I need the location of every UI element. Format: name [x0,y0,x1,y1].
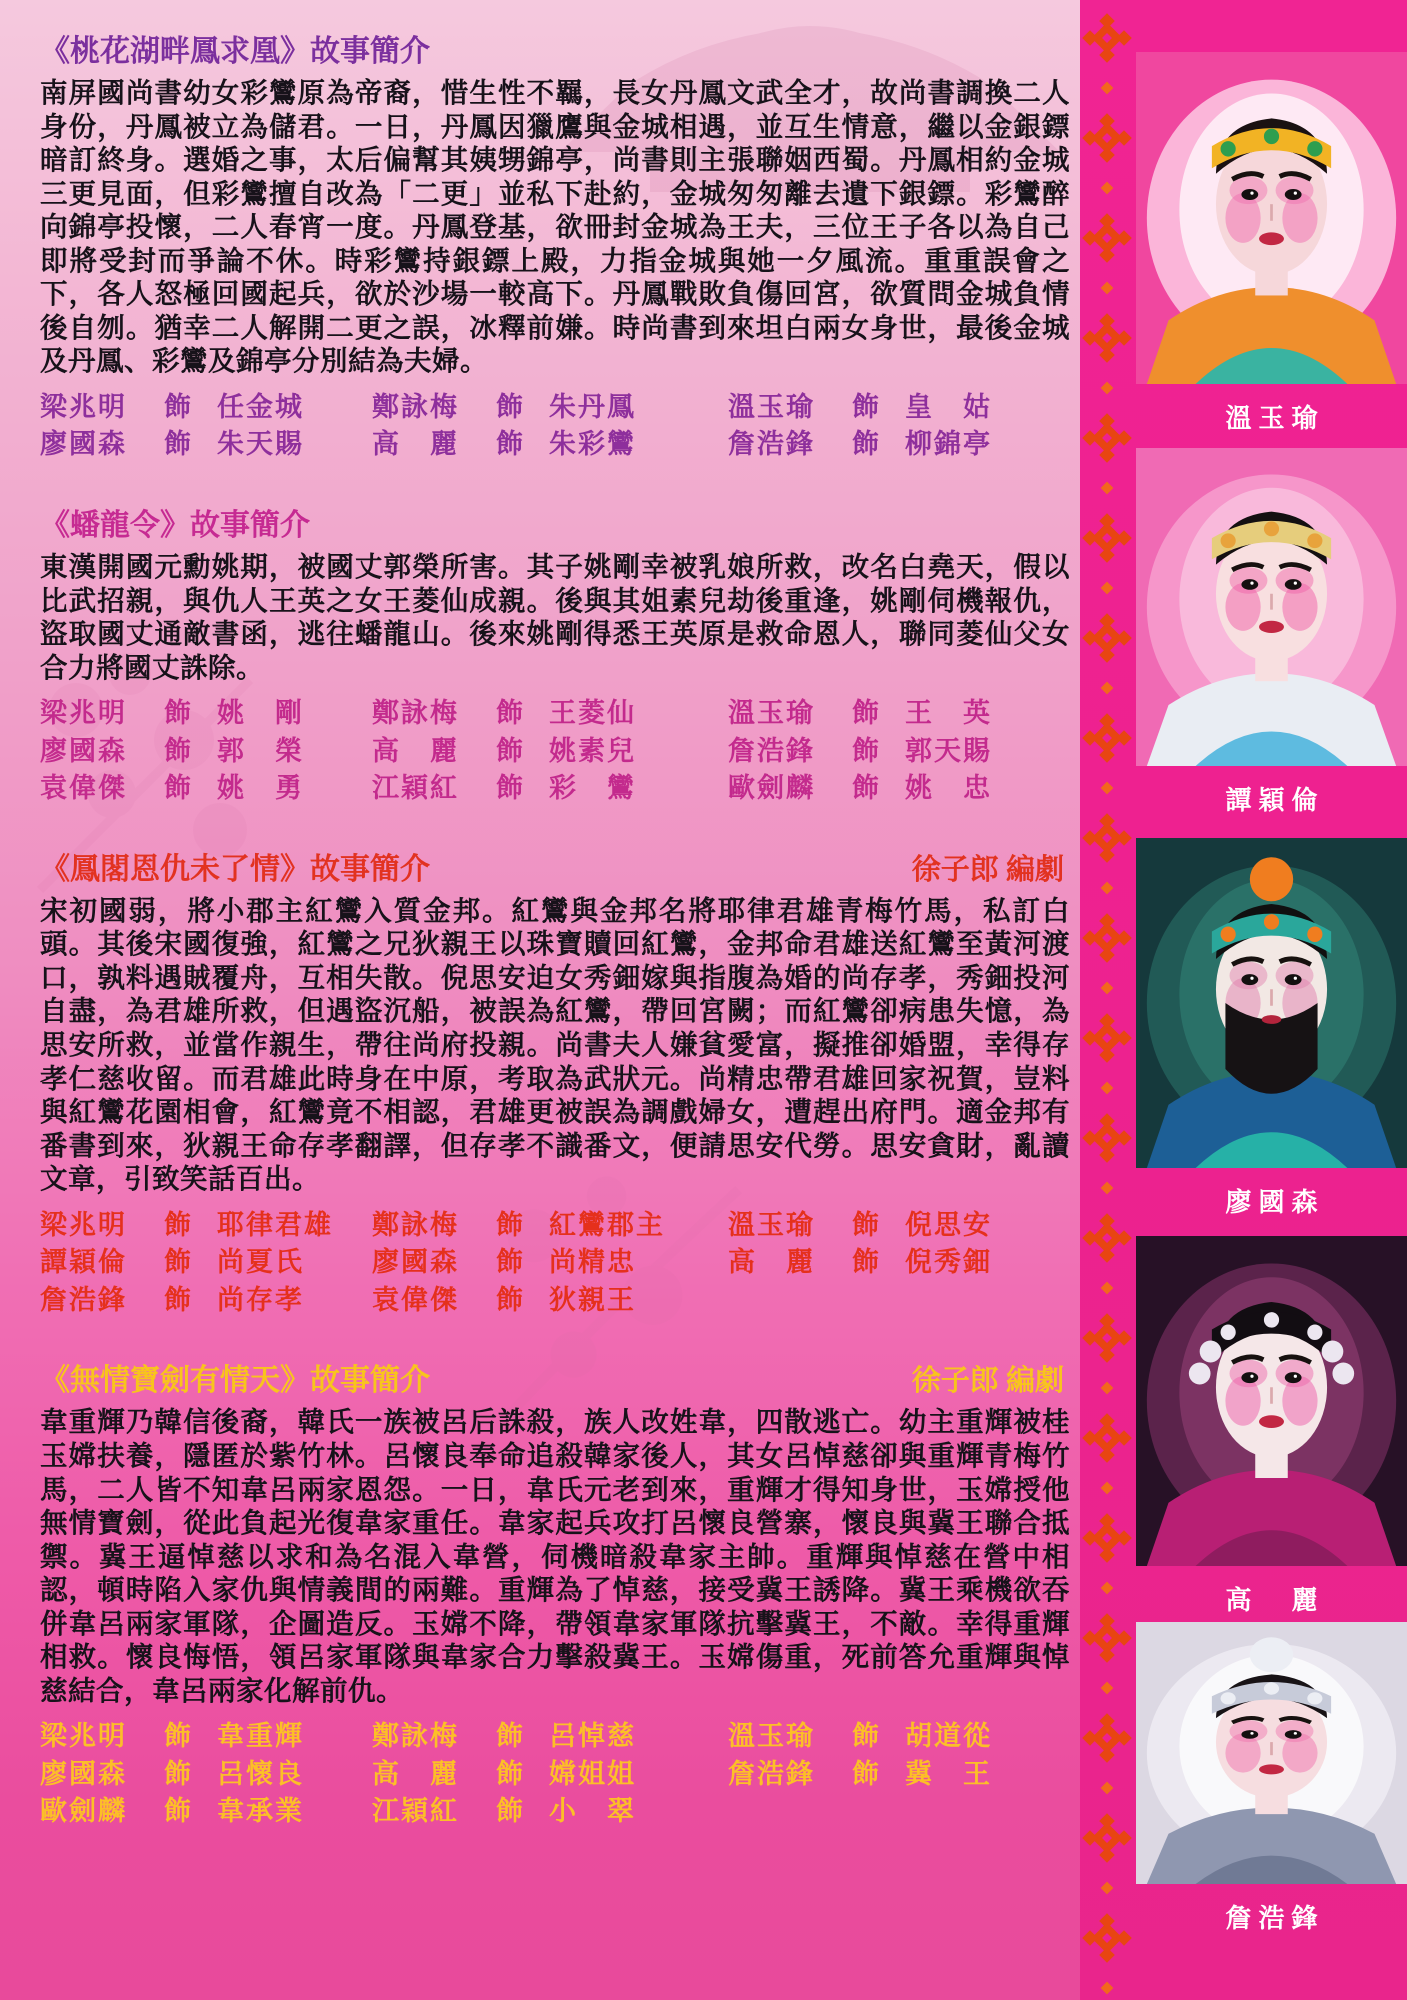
cast-row [40,1208,1070,1243]
performer-card [1136,1622,1407,1935]
plays-verb: 飾 [496,1209,523,1240]
cast-entry [728,1719,1070,1754]
role-name: 王 英 [905,698,992,729]
performer-photo [1136,838,1407,1168]
role-name: 朱彩鸞 [549,429,636,460]
section-taohua [40,34,1070,462]
plays-verb: 飾 [164,773,191,804]
cast-entry [40,1245,372,1280]
synopsis-text: 韋重輝乃韓信後裔，韓氏一族被呂后誅殺，族人改姓韋，四散逃亡。幼主重輝被桂玉嫦扶養，隱匿於紫竹林。呂懷良奉命追殺韓家後人，其女呂悼慈卻與重輝青梅竹馬，二人皆不知韋呂兩家恩怨。一日，韋氏元老到來，重輝才得知身世，玉嫦授他無情寶劍，從此負起光復韋家重任。韋家起兵攻打呂懷良營寨，懷良與冀王聯合抵禦。冀王逼悼慈以求和為名混入韋營，伺機暗殺韋家主帥。重輝與悼慈在營中相認，頓時陷入家仇與情義間的兩難。重輝為了悼慈，接受冀王誘降。冀王乘機欲吞併韋呂兩家軍隊，企圖造反。玉嫦不降，帶領韋家軍隊抗擊冀王，不敵。幸得重輝相救。懷良悔悟，領呂家軍隊與韋家合力擊殺冀王。玉嫦傷重，死前答允重輝與悼慈結合，韋呂兩家化解前仇。 [40,1406,1070,1706]
cast-entry [372,1757,728,1792]
actor-name: 袁偉傑 [372,1284,459,1315]
section-title: 《鳳閣恩仇未了情》故事簡介 [40,852,430,886]
plays-verb: 飾 [852,773,879,804]
plays-verb: 飾 [164,391,191,422]
cast-entry [372,427,728,462]
section-title: 《蟠龍令》故事簡介 [40,509,310,543]
role-name: 彩 鸞 [549,773,636,804]
performer-name: 詹浩鋒 [1225,1903,1325,1933]
cast-row [40,1794,1070,1829]
performer-sidebar [1080,0,1407,2000]
cast-entry [40,390,372,425]
cast-entry [372,696,728,731]
plays-verb: 飾 [496,1247,523,1278]
role-name: 王菱仙 [549,698,636,729]
cast-entry [40,696,372,731]
actor-name: 歐劍麟 [728,773,815,804]
role-name: 呂懷良 [217,1758,304,1789]
section-header [40,852,1070,888]
actor-name: 詹浩鋒 [728,429,815,460]
plays-verb: 飾 [852,391,879,422]
role-name: 姚 忠 [905,773,992,804]
cast-entry [40,427,372,462]
cast-entry [40,1794,372,1829]
cast-list [40,390,1070,462]
role-name: 倪秀鈿 [905,1247,992,1278]
role-name: 姚 勇 [217,773,304,804]
cast-row [40,1719,1070,1754]
cast-entry [728,427,1070,462]
cast-entry [40,771,372,806]
section-panlong [40,508,1070,806]
actor-name: 梁兆明 [40,1721,127,1752]
cast-list [40,1208,1070,1318]
cast-entry [40,734,372,769]
section-fengge [40,852,1070,1318]
plays-verb: 飾 [496,1758,523,1789]
performer-card [1136,448,1407,817]
plays-verb: 飾 [164,1721,191,1752]
plays-verb: 飾 [852,429,879,460]
role-name: 任金城 [217,391,304,422]
synopsis-text: 東漢開國元勳姚期，被國丈郭榮所害。其子姚剛幸被乳娘所救，改名白堯天，假以比武招親，與仇人王英之女王菱仙成親。後與其姐素兒劫後重逢，姚剛伺機報仇，盜取國丈通敵書函，逃往蟠龍山。後來姚剛得悉王英原是救命恩人，聯同菱仙父女合力將國丈誅除。 [40,551,1070,683]
plays-verb: 飾 [852,1721,879,1752]
role-name: 尚存孝 [217,1284,304,1315]
plays-verb: 飾 [164,1796,191,1827]
cast-entry [372,1283,728,1318]
cast-entry [728,1245,1070,1280]
cast-entry [372,390,728,425]
performer-card [1136,1236,1407,1617]
role-name: 尚精忠 [549,1247,636,1278]
actor-name: 溫玉瑜 [728,1721,815,1752]
actor-name: 江穎紅 [372,773,459,804]
performer-photo [1136,1236,1407,1566]
actor-name: 廖國森 [40,735,127,766]
plays-verb: 飾 [496,391,523,422]
actor-name: 鄭詠梅 [372,698,459,729]
playwright-credit: 徐子郎 編劇 [911,1365,1064,1398]
role-name: 朱丹鳳 [549,391,636,422]
role-name: 呂悼慈 [549,1721,636,1752]
plays-verb: 飾 [164,698,191,729]
section-header [40,1363,1070,1399]
cast-list [40,1719,1070,1829]
cast-entry [372,1208,728,1243]
performer-card [1136,838,1407,1219]
performer-photo [1136,448,1407,766]
cast-row [40,427,1070,462]
actor-name: 梁兆明 [40,391,127,422]
plays-verb: 飾 [164,1209,191,1240]
cast-entry [728,696,1070,731]
role-name: 耶律君雄 [217,1209,333,1240]
actor-name: 高 麗 [372,1758,459,1789]
cast-entry [372,771,728,806]
cast-row [40,1757,1070,1792]
plays-verb: 飾 [852,1758,879,1789]
cast-entry [40,1283,372,1318]
plays-verb: 飾 [164,429,191,460]
plays-verb: 飾 [852,1247,879,1278]
actor-name: 廖國森 [40,1758,127,1789]
section-header [40,508,1070,544]
plays-verb: 飾 [164,1758,191,1789]
role-name: 尚夏氏 [217,1247,304,1278]
cast-entry [372,1794,728,1829]
role-name: 小 翠 [549,1796,636,1827]
role-name: 狄親王 [549,1284,636,1315]
cast-entry [728,771,1070,806]
actor-name: 江穎紅 [372,1796,459,1827]
role-name: 韋承業 [217,1796,304,1827]
actor-name: 鄭詠梅 [372,1721,459,1752]
performer-name: 高 麗 [1225,1585,1325,1615]
actor-name: 鄭詠梅 [372,1209,459,1240]
actor-name: 譚穎倫 [40,1247,127,1278]
plays-verb: 飾 [164,1284,191,1315]
role-name: 嫦姐姐 [549,1758,636,1789]
role-name: 姚素兒 [549,735,636,766]
plays-verb: 飾 [496,773,523,804]
cast-entry [372,1245,728,1280]
cast-row [40,1283,1070,1318]
performer-name: 譚穎倫 [1225,785,1325,815]
cast-entry [728,734,1070,769]
role-name: 紅鸞郡主 [549,1209,665,1240]
actor-name: 袁偉傑 [40,773,127,804]
performer-card [1136,52,1407,435]
synopsis-text: 南屏國尚書幼女彩鸞原為帝裔，惜生性不羈，長女丹鳳文武全才，故尚書調換二人身份，丹鳳被立為儲君。一日，丹鳳因獵鷹與金城相遇，並互生情意，繼以金銀鏢暗訂終身。選婚之事，太后偏幫其姨甥錦亭，尚書則主張聯姻西蜀。丹鳳相約金城三更見面，但彩鸞擅自改為「二更」並私下赴約，金城匆匆離去遺下銀鏢。彩鸞醉向錦亭投懷，二人春宵一度。丹鳳登基，欲冊封金城為王夫，三位王子各以為自己即將受封而爭論不休。時彩鸞持銀鏢上殿，力指金城與她一夕風流。重重誤會之下，各人怒極回國起兵，欲於沙場一較高下。丹鳳戰敗負傷回宮，欲質問金城負情後自刎。猶幸二人解開二更之誤，冰釋前嫌。時尚書到來坦白兩女身世，最後金城及丹鳳、彩鸞及錦亭分別結為夫婦。 [40,77,1070,377]
role-name: 胡道從 [905,1721,992,1752]
synopsis-text: 宋初國弱，將小郡主紅鸞入質金邦。紅鸞與金邦名將耶律君雄青梅竹馬，私訂白頭。其後宋國復強，紅鸞之兄狄親王以珠寶贖回紅鸞，金邦命君雄送紅鸞至黃河渡口，孰料遇賊覆舟，互相失散。倪思安迫女秀鈿嫁與指腹為婚的尚存孝，秀鈿投河自盡，為君雄所救，但遇盜沉船，被誤為紅鸞，帶回宮闕；而紅鸞卻病患失憶，為思安所救，並當作親生，帶往尚府投親。尚書夫人嫌貧愛富，擬推卻婚盟，幸得存孝仁慈收留。而君雄此時身在中原，考取為武狀元。尚精忠帶君雄回家祝賀，豈料與紅鸞花園相會，紅鸞竟不相認，君雄更被誤為調戲婦女，遭趕出府門。適金邦有番書到來，狄親王命存孝翻譯，但存孝不識番文，便請思安代勞。思安貪財，亂讀文章，引致笑話百出。 [40,894,1070,1195]
role-name: 朱天賜 [217,429,304,460]
cast-entry [40,1719,372,1754]
cast-entry [728,390,1070,425]
actor-name: 溫玉瑜 [728,1209,815,1240]
plays-verb: 飾 [496,429,523,460]
role-name: 皇 姑 [905,391,992,422]
performer-photo [1136,1622,1407,1884]
plays-verb: 飾 [496,735,523,766]
cast-row [40,734,1070,769]
cast-entry [40,1757,372,1792]
actor-name: 廖國森 [40,429,127,460]
plays-verb: 飾 [164,1247,191,1278]
role-name: 郭天賜 [905,735,992,766]
role-name: 韋重輝 [217,1721,304,1752]
performer-photo [1136,52,1407,384]
actor-name: 高 麗 [372,429,459,460]
plays-verb: 飾 [852,1209,879,1240]
plays-verb: 飾 [852,735,879,766]
plays-verb: 飾 [164,735,191,766]
role-name: 柳錦亭 [905,429,992,460]
cast-row [40,1245,1070,1280]
plays-verb: 飾 [496,1796,523,1827]
role-name: 姚 剛 [217,698,304,729]
plays-verb: 飾 [496,1721,523,1752]
performer-name: 溫玉瑜 [1225,403,1325,433]
plays-verb: 飾 [496,1284,523,1315]
cast-entry [40,1208,372,1243]
section-title: 《無情寶劍有情天》故事簡介 [40,1364,430,1398]
actor-name: 詹浩鋒 [40,1284,127,1315]
actor-name: 溫玉瑜 [728,698,815,729]
actor-name: 高 麗 [728,1247,815,1278]
cast-list [40,696,1070,806]
cast-entry [372,734,728,769]
role-name: 倪思安 [905,1209,992,1240]
actor-name: 歐劍麟 [40,1796,127,1827]
brocade-pattern [1080,0,1134,2000]
actor-name: 高 麗 [372,735,459,766]
plays-verb: 飾 [496,698,523,729]
actor-name: 詹浩鋒 [728,1758,815,1789]
actor-name: 梁兆明 [40,1209,127,1240]
plays-verb: 飾 [852,698,879,729]
actor-name: 廖國森 [372,1247,459,1278]
performer-name: 廖國森 [1225,1187,1325,1217]
cast-entry [728,1757,1070,1792]
actor-name: 詹浩鋒 [728,735,815,766]
section-header [40,34,1070,70]
role-name: 郭 榮 [217,735,304,766]
playwright-credit: 徐子郎 編劇 [911,853,1064,886]
cast-row [40,696,1070,731]
actor-name: 梁兆明 [40,698,127,729]
role-name: 冀 王 [905,1758,992,1789]
cast-row [40,390,1070,425]
cast-entry [728,1208,1070,1243]
section-title: 《桃花湖畔鳳求凰》故事簡介 [40,35,430,68]
section-wuqing [40,1363,1070,1829]
actor-name: 溫玉瑜 [728,391,815,422]
actor-name: 鄭詠梅 [372,391,459,422]
cast-entry [372,1719,728,1754]
cast-row [40,771,1070,806]
